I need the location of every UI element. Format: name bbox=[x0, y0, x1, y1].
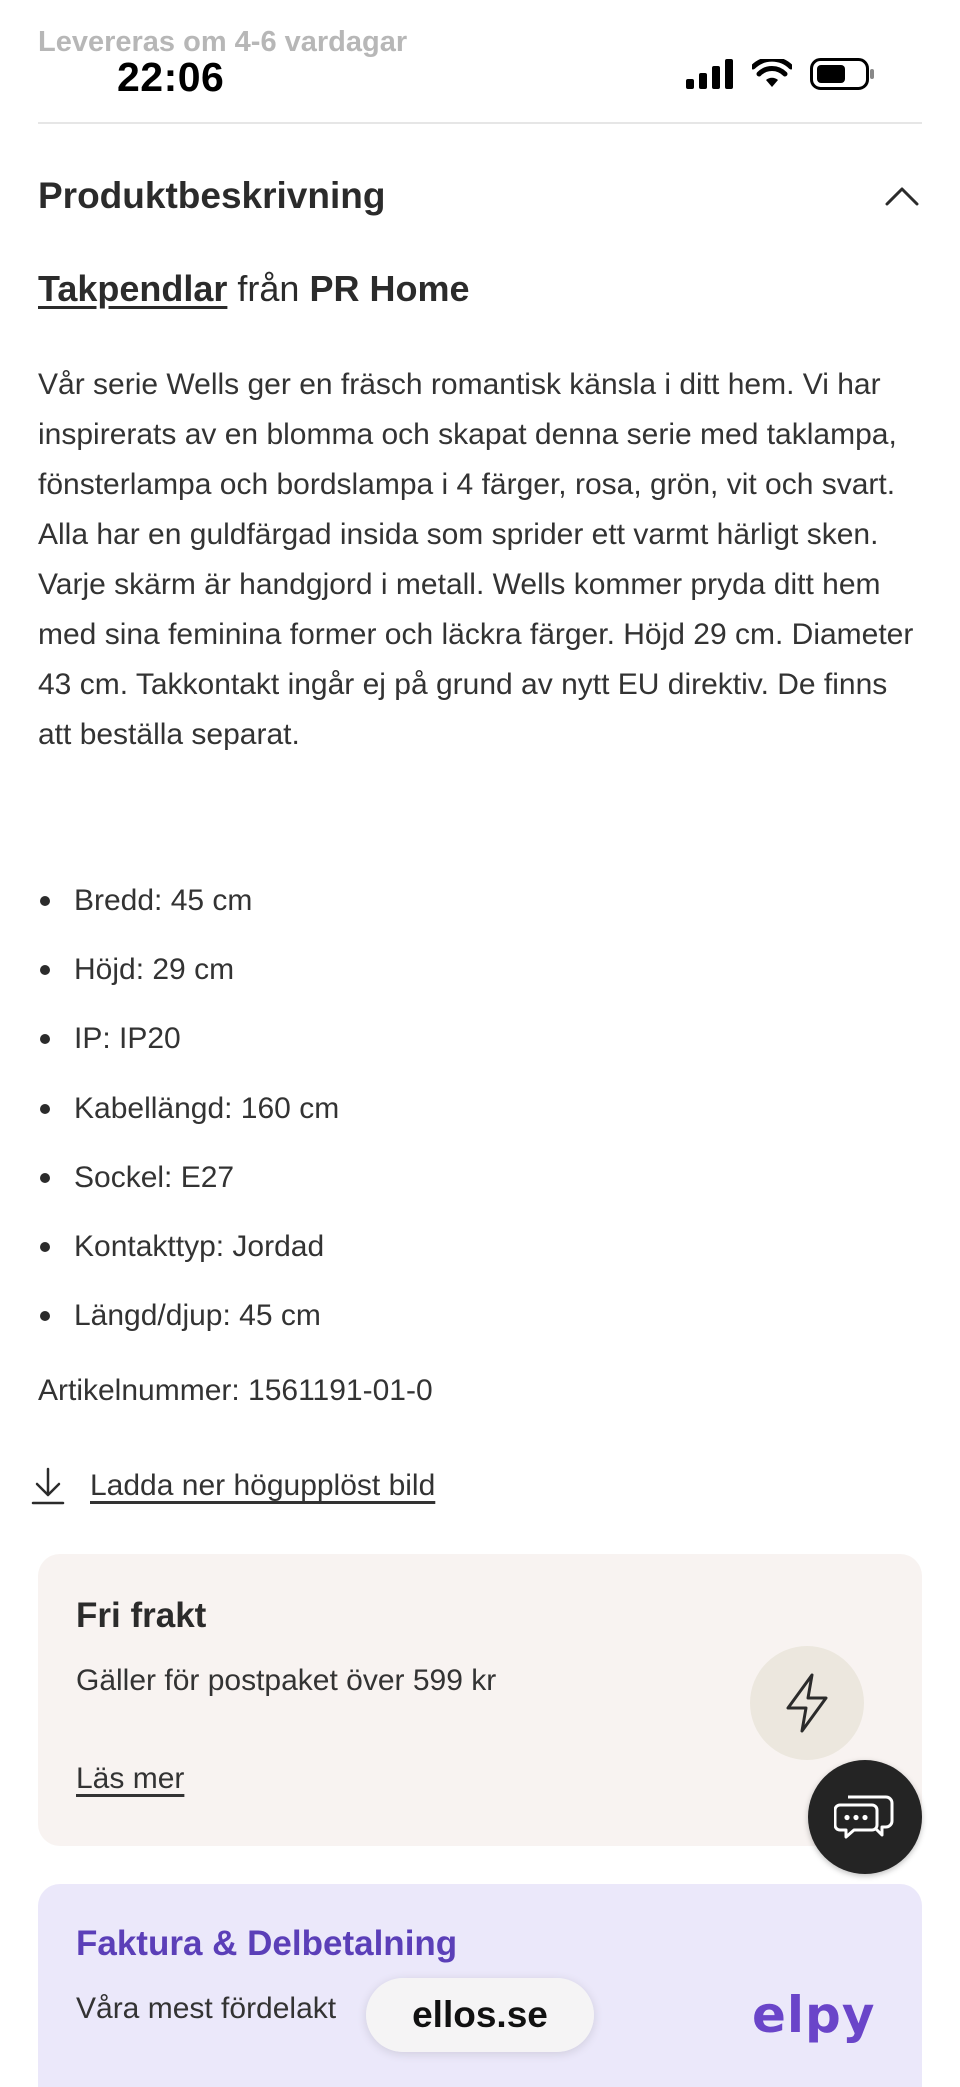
spec-item bbox=[38, 1005, 339, 1074]
bullet bbox=[40, 1173, 50, 1183]
spec-item bbox=[38, 935, 339, 1004]
section-title: Produktbeskrivning bbox=[38, 175, 386, 216]
bullet bbox=[40, 1242, 50, 1252]
spec-text: Kabellängd: 160 cm bbox=[74, 1091, 340, 1125]
chat-button[interactable] bbox=[808, 1760, 922, 1874]
spec-item bbox=[38, 1143, 339, 1212]
cellular-signal-icon bbox=[686, 59, 734, 89]
spec-text: Sockel: E27 bbox=[74, 1160, 235, 1194]
spec-text: Kontakttyp: Jordad bbox=[74, 1230, 325, 1264]
spec-text: Höjd: 29 cm bbox=[74, 952, 235, 986]
spec-text: Längd/djup: 45 cm bbox=[74, 1299, 321, 1333]
bullet bbox=[40, 896, 50, 906]
shipping-text: Gäller för postpaket över 599 kr bbox=[76, 1664, 497, 1697]
invoice-text: Våra mest fördelakt bbox=[76, 1992, 337, 2025]
bullet bbox=[40, 965, 50, 975]
browser-url-pill[interactable]: ellos.se bbox=[366, 1978, 594, 2052]
top-divider bbox=[38, 122, 922, 124]
spec-item bbox=[38, 866, 339, 935]
bullet bbox=[40, 1034, 50, 1044]
spec-list bbox=[38, 866, 339, 1351]
brand-line bbox=[38, 268, 470, 310]
bullet bbox=[40, 1104, 50, 1114]
shipping-title: Fri frakt bbox=[76, 1596, 207, 1635]
article-number: Artikelnummer: 1561191-01-0 bbox=[38, 1374, 433, 1407]
spec-item bbox=[38, 1212, 339, 1281]
spec-item bbox=[38, 1282, 339, 1351]
battery-icon bbox=[810, 58, 876, 90]
chat-icon bbox=[834, 1791, 896, 1843]
bullet bbox=[40, 1311, 50, 1321]
free-shipping-card bbox=[38, 1554, 922, 1846]
download-label[interactable]: Ladda ner högupplöst bild bbox=[90, 1469, 436, 1502]
chevron-up-icon[interactable] bbox=[882, 176, 922, 216]
spec-text: IP: IP20 bbox=[74, 1022, 181, 1056]
status-icons bbox=[686, 58, 876, 90]
category-link[interactable]: Takpendlar bbox=[38, 268, 228, 309]
elpy-logo: elpy bbox=[752, 1986, 876, 2044]
product-description: Vår serie Wells ger en fräsch romantisk känsla i ditt hem. Vi har inspirerats av en blomma och skapat denna serie med taklampa, fönsterlampa och bordslampa i 4 färger, rosa, grön, vit och svart. Alla har en guldfärgad insida som sprider ett varmt härligt sken. Varje skärm är handgjord i metall. Wells kommer pryda ditt hem med sina feminina former och läckra färger. Höjd 29 cm. Diameter 43 cm. Takkontakt ingår ej på grund av nytt EU direktiv. De finns att beställa separat. bbox=[38, 368, 914, 751]
delivery-info-ghost: Levereras om 4-6 vardagar bbox=[38, 26, 408, 58]
wifi-icon bbox=[752, 59, 792, 89]
status-clock: 22:06 bbox=[117, 54, 225, 100]
from-text: från bbox=[237, 268, 300, 309]
lightning-icon bbox=[750, 1646, 864, 1760]
invoice-title: Faktura & Delbetalning bbox=[76, 1924, 458, 1963]
spec-item bbox=[38, 1074, 339, 1143]
download-image-link[interactable] bbox=[30, 1466, 435, 1506]
brand-name: PR Home bbox=[309, 268, 470, 309]
product-description-header[interactable] bbox=[38, 166, 922, 226]
read-more-link[interactable]: Läs mer bbox=[76, 1762, 185, 1795]
spec-text: Bredd: 45 cm bbox=[74, 883, 253, 917]
download-icon bbox=[30, 1466, 66, 1506]
